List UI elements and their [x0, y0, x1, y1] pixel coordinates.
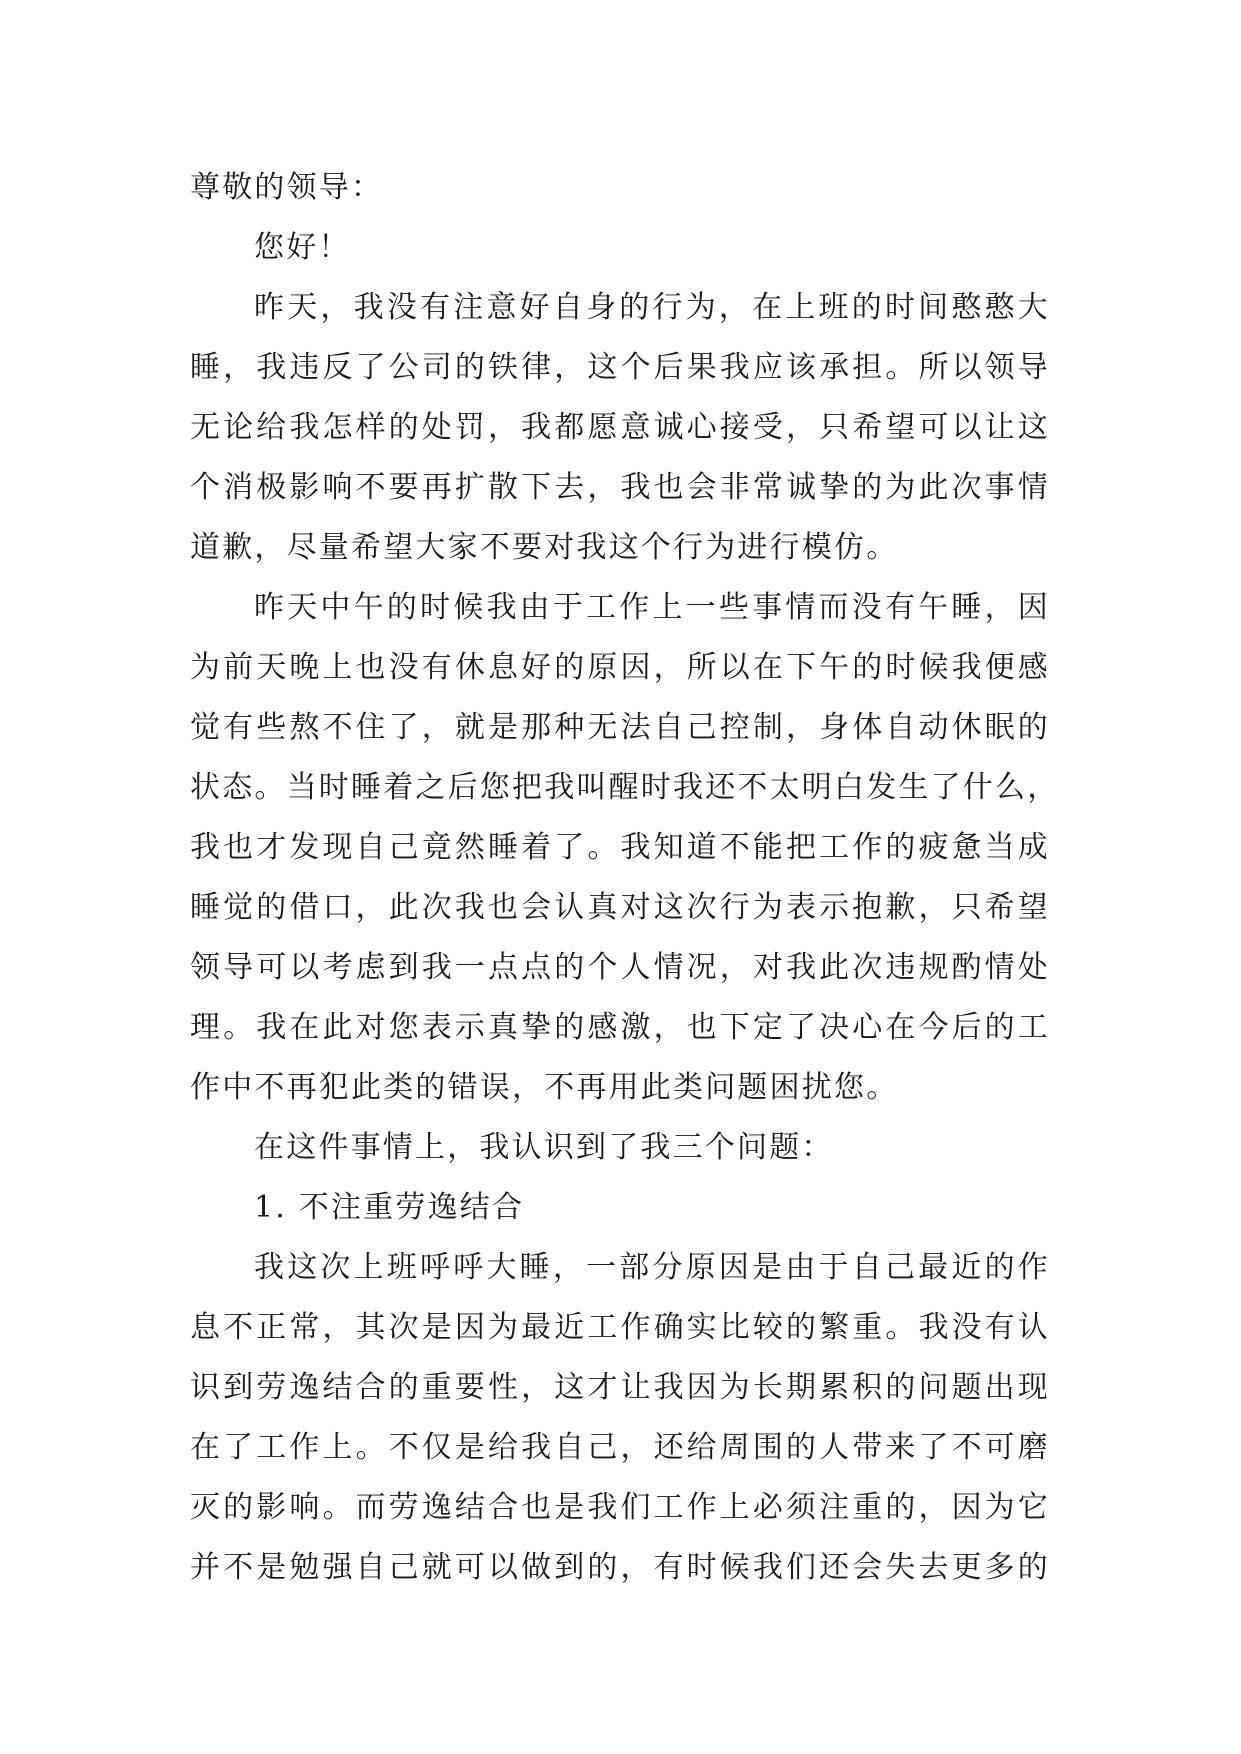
section-heading: 1. 不注重劳逸结合 [254, 1190, 525, 1225]
paragraph-line: 昨天中午的时候我由于工作上一些事情而没有午睡，因 [254, 590, 1050, 625]
paragraph-line: 理。我在此对您表示真挚的感激，也下定了决心在今后的工 [190, 1010, 1050, 1045]
paragraph-line: 我也才发现自己竟然睡着了。我知道不能把工作的疲惫当成 [190, 830, 1050, 865]
paragraph-line: 息不正常，其次是因为最近工作确实比较的繁重。我没有认 [190, 1310, 1050, 1345]
salutation: 尊敬的领导： [190, 170, 384, 205]
paragraph-line: 觉有些熬不住了，就是那种无法自己控制，身体自动休眠的 [190, 710, 1050, 745]
greeting: 您好！ [254, 230, 351, 265]
paragraph-line: 在了工作上。不仅是给我自己，还给周围的人带来了不可磨 [190, 1430, 1050, 1465]
letter-body [190, 158, 1060, 1598]
paragraph-line: 道歉，尽量希望大家不要对我这个行为进行模仿。 [190, 530, 899, 565]
paragraph-line: 个消极影响不要再扩散下去，我也会非常诚挚的为此次事情 [190, 470, 1050, 505]
paragraph-2 [190, 578, 1060, 1118]
paragraph-line: 作中不再犯此类的错误，不再用此类问题困扰您。 [190, 1070, 899, 1105]
paragraph-line: 状态。当时睡着之后您把我叫醒时我还不太明白发生了什么， [190, 770, 1060, 805]
paragraph-line: 识到劳逸结合的重要性，这才让我因为长期累积的问题出现 [190, 1370, 1050, 1405]
paragraph-line: 睡，我违反了公司的铁律，这个后果我应该承担。所以领导 [190, 350, 1050, 385]
paragraph-1 [190, 278, 1050, 578]
paragraph-line: 领导可以考虑到我一点点的个人情况，对我此次违规酌情处 [190, 950, 1050, 985]
paragraph-line: 无论给我怎样的处罚，我都愿意诚心接受，只希望可以让这 [190, 410, 1050, 445]
paragraph-line: 昨天，我没有注意好自身的行为，在上班的时间憨憨大 [254, 290, 1050, 325]
paragraph-line: 灭的影响。而劳逸结合也是我们工作上必须注重的，因为它 [190, 1490, 1050, 1525]
paragraph-line: 并不是勉强自己就可以做到的，有时候我们还会失去更多的 [190, 1550, 1050, 1585]
paragraph-4 [190, 1238, 1050, 1598]
paragraph-line: 睡觉的借口，此次我也会认真对这次行为表示抱歉，只希望 [190, 890, 1050, 925]
paragraph-line: 为前天晚上也没有休息好的原因，所以在下午的时候我便感 [190, 650, 1050, 685]
paragraph-line: 我这次上班呼呼大睡，一部分原因是由于自己最近的作 [254, 1250, 1050, 1285]
paragraph-3: 在这件事情上，我认识到了我三个问题： [254, 1130, 834, 1165]
